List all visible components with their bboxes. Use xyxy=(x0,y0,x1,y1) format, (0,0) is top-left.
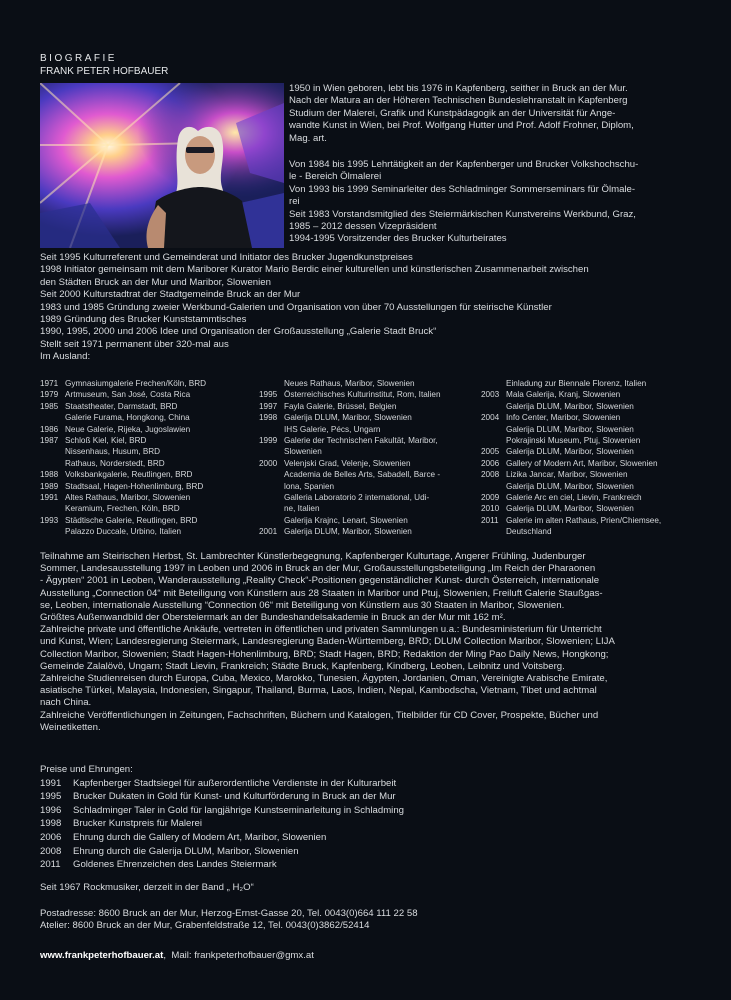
exhibition-year: 1995 xyxy=(259,390,278,400)
exhibition-year: 1988 xyxy=(40,470,59,480)
exhibition-text: Gallery of Modern Art, Maribor, Slowenien xyxy=(506,458,658,468)
exhibition-text: Galerie der Technischen Fakultät, Maribor, xyxy=(284,436,438,446)
exhibition-row xyxy=(40,503,255,514)
prize-row xyxy=(40,858,404,872)
prize-row xyxy=(40,804,404,818)
exhibition-year xyxy=(481,401,506,412)
participation-line: Collection Maribor, Slowenien; Stadt Hagen-Hohenlimburg, BRD; Stadt Hagen, BRD; Redaktion der Ming Pao Daily News, Hongkong; xyxy=(40,648,609,660)
exhibition-year xyxy=(259,424,284,435)
exhibition-row xyxy=(259,435,477,446)
exhibition-text: Österreichisches Kulturinstitut, Rom, Italien xyxy=(284,390,441,400)
exhibition-year: 2009 xyxy=(481,493,500,503)
exhibition-text: Galerija DLUM, Maribor, Slowenien xyxy=(284,527,412,537)
exhibition-year: 1993 xyxy=(40,515,59,525)
participation-line: asiatische Türkei, Malaysia, Indonesien, Singapur, Thailand, Burma, Laos, Indien, Nepal, Kambodscha, Vietnam, Tibet und achtmal xyxy=(40,685,597,697)
exhibition-year: 2006 xyxy=(481,458,500,468)
exhibition-column-2 xyxy=(259,378,477,538)
exhibition-row xyxy=(481,435,696,446)
address-block xyxy=(40,908,418,933)
exhibition-text: Staatstheater, Darmstadt, BRD xyxy=(65,401,178,411)
activity-full-line: 1990, 1995, 2000 und 2006 Idee und Organisation der Großausstellung „Galerie Stadt Bruck“ xyxy=(40,326,437,338)
activity-line: le - Bereich Ölmalerei xyxy=(289,171,382,183)
exhibition-year: 1991 xyxy=(40,493,59,503)
activity-line: Von 1984 bis 1995 Lehrtätigkeit an der Kapfenberger und Brucker Volkshochschu- xyxy=(289,159,639,170)
exhibition-row xyxy=(481,492,696,503)
bio-line: Nach der Matura an der Höheren Technischen Bundeslehranstalt in Kapfenberg xyxy=(289,95,628,107)
exhibition-year: 2001 xyxy=(259,527,278,537)
exhibition-text: Galerie Arc en ciel, Lievin, Frankreich xyxy=(506,493,642,503)
exhibition-year: 1986 xyxy=(40,424,59,434)
exhibition-text: Galerija DLUM, Maribor, Slowenien xyxy=(506,447,634,457)
website-link[interactable]: www.frankpeterhofbauer.at xyxy=(40,950,164,961)
activity-line: rei xyxy=(289,196,300,208)
postal-address: Postadresse: 8600 Bruck an der Mur, Herzog-Ernst-Gasse 20, Tel. 0043(0)664 111 22 58 xyxy=(40,908,418,919)
exhibition-row xyxy=(40,412,255,423)
exhibition-year xyxy=(40,526,65,537)
exhibition-text: Artmuseum, San José, Costa Rica xyxy=(65,390,191,400)
exhibition-row xyxy=(40,424,255,435)
prize-row xyxy=(40,790,404,804)
exhibition-year: 1985 xyxy=(40,401,59,411)
exhibition-text: Einladung zur Biennale Florenz, Italien xyxy=(506,379,647,388)
page-title: BIOGRAFIE xyxy=(40,53,117,64)
exhibition-text: Galerie im alten Rathaus, Prien/Chiemsee, xyxy=(506,515,662,525)
exhibition-text: Altes Rathaus, Maribor, Slowenien xyxy=(65,493,191,503)
exhibition-year xyxy=(481,526,506,537)
activity-full-line: 1998 Initiator gemeinsam mit dem Mariborer Kurator Mario Berdic einer kulturellen und künstlerischen Zusammenarbeit zwischen xyxy=(40,264,589,276)
exhibition-text: Galleria Laboratorio 2 international, Udi- xyxy=(284,493,430,503)
participation-line: Gemeinde Zalalövö, Ungarn; Stadt Lievin, Frankreich; Städte Bruck, Kapfenberg, Kindberg, Leoben, Leibnitz und Voitsberg. xyxy=(40,660,565,672)
exhibition-row xyxy=(259,526,477,537)
exhibition-year xyxy=(259,378,284,389)
participation-line: Sommer, Landesausstellung 1997 in Leoben und 2006 in Bruck an der Mur, Großausstellungsbeteiligung „Im Reich der Pharaonen xyxy=(40,563,596,575)
studio-address: Atelier: 8600 Bruck an der Mur, Grabenfeldstraße 12, Tel. 0043(0)3862/52414 xyxy=(40,920,370,932)
email-link[interactable]: Mail: frankpeterhofbauer@gmx.at xyxy=(171,950,314,961)
header xyxy=(40,52,168,78)
exhibition-year xyxy=(259,469,284,480)
exhibition-row xyxy=(259,412,477,423)
prize-year: 2006 xyxy=(40,831,62,843)
exhibition-row xyxy=(481,412,696,423)
bio-line: Studium der Malerei, Grafik und Kunstpädagogik an der Universität für Ange- xyxy=(289,107,616,119)
exhibition-row xyxy=(481,446,696,457)
exhibition-year: 2010 xyxy=(481,504,500,514)
exhibition-year xyxy=(40,412,65,423)
exhibition-year: 2000 xyxy=(259,458,278,468)
exhibition-row xyxy=(481,389,696,400)
participation-line: Teilnahme am Steirischen Herbst, St. Lambrechter Künstlerbegegnung, Kapfenberger Kulturtage, Angerer Frühling, Judenburger xyxy=(40,551,586,562)
participation-paragraph xyxy=(40,551,688,734)
exhibition-text: Galerija Krajnc, Lenart, Slowenien xyxy=(284,515,408,525)
activity-full-line: Seit 1995 Kulturreferent und Gemeinderat und Initiator des Brucker Jugendkunstpreises xyxy=(40,252,413,263)
prize-text: Ehrung durch die Galerija DLUM, Maribor, Slowenien xyxy=(73,845,299,857)
activity-line: Seit 1983 Vorstandsmitglied des Steiermärkischen Kunstvereins Werkbund, Graz, xyxy=(289,208,636,220)
exhibition-text: Galerija DLUM, Maribor, Slowenien xyxy=(506,401,634,411)
exhibition-row xyxy=(259,424,477,435)
exhibition-text: Keramium, Frechen, Köln, BRD xyxy=(65,504,180,514)
exhibition-row xyxy=(259,503,477,514)
exhibition-text: Info Center, Maribor, Slowenien xyxy=(506,413,621,423)
prize-year: 1998 xyxy=(40,818,62,830)
contact-line xyxy=(40,950,314,961)
activity-full-line: 1989 Gründung des Brucker Kunststammtisches xyxy=(40,314,247,326)
exhibition-column-3 xyxy=(481,378,696,538)
activity-paragraph xyxy=(289,159,689,246)
exhibition-year: 1971 xyxy=(40,379,59,388)
activity-full-line: Im Ausland: xyxy=(40,351,91,363)
exhibition-text: Gymnasiumgalerie Frechen/Köln, BRD xyxy=(65,379,207,388)
exhibition-text: Neues Rathaus, Maribor, Slowenien xyxy=(284,379,415,388)
prize-text: Kapfenberger Stadtsiegel für außerordentliche Verdienste in der Kulturarbeit xyxy=(73,777,397,789)
exhibition-text: Slowenien xyxy=(284,447,322,457)
exhibition-year xyxy=(259,481,284,492)
exhibition-row xyxy=(40,469,255,480)
activity-line: Von 1993 bis 1999 Seminarleiter des Schladminger Sommerseminars für Ölmale- xyxy=(289,183,636,195)
prize-row xyxy=(40,845,404,859)
exhibition-year xyxy=(259,515,284,526)
participation-line: Weinetiketten. xyxy=(40,721,101,733)
bio-line: Mag. art. xyxy=(289,132,327,144)
exhibition-text: Galerie Furama, Hongkong, China xyxy=(65,413,190,423)
prize-row xyxy=(40,831,404,845)
participation-line: - Ägypten“ 2001 in Leoben, Wanderausstellung „Reality Check“-Positionen gegenständlicher Kunst- durch Österreich, internationale xyxy=(40,575,600,587)
artist-portrait-photo xyxy=(40,83,284,248)
prize-text: Goldenes Ehrenzeichen des Landes Steiermark xyxy=(73,859,277,871)
exhibition-row xyxy=(40,378,255,389)
exhibition-row xyxy=(481,401,696,412)
prize-year: 2011 xyxy=(40,859,61,871)
participation-line: Zahlreiche Veröffentlichungen in Zeitungen, Fachschriften, Büchern und Katalogen, Titelbilder für CD Cover, Prospekte, Bücher und xyxy=(40,709,599,721)
exhibition-text: Velenjski Grad, Velenje, Slowenien xyxy=(284,458,411,468)
participation-line: Zahlreiche Studienreisen durch Europa, Cuba, Mexico, Marokko, Tunesien, Ägypten, Jordanien, Oman, Vereinigte Arabische Emirate, xyxy=(40,673,608,685)
exhibition-row xyxy=(259,481,477,492)
exhibition-text: Galerija DLUM, Maribor, Slowenien xyxy=(284,413,412,423)
activity-full-line: den Städten Bruck an der Mur und Maribor, Slowenien xyxy=(40,276,271,288)
exhibition-row xyxy=(481,481,696,492)
exhibition-row xyxy=(481,469,696,480)
exhibition-row xyxy=(481,378,696,389)
band-note: Seit 1967 Rockmusiker, derzeit in der Band „ H₂O“ xyxy=(40,882,254,893)
exhibition-text: Fayla Galerie, Brüssel, Belgien xyxy=(284,401,397,411)
exhibition-row xyxy=(481,515,696,526)
exhibition-row xyxy=(481,503,696,514)
exhibition-year: 1998 xyxy=(259,413,278,423)
contact-separator: , xyxy=(163,950,166,961)
exhibition-year: 1987 xyxy=(40,436,59,446)
exhibition-row xyxy=(40,389,255,400)
exhibition-row xyxy=(259,389,477,400)
exhibition-text: Academia de Belles Arts, Sabadell, Barce - xyxy=(284,470,441,480)
activity-line: 1985 – 2012 dessen Vizepräsident xyxy=(289,221,437,233)
prize-row xyxy=(40,777,404,791)
exhibition-row xyxy=(40,481,255,492)
exhibition-text: Rathaus, Norderstedt, BRD xyxy=(65,458,165,468)
exhibition-year xyxy=(259,492,284,503)
exhibition-row xyxy=(259,401,477,412)
exhibition-text: Galerija DLUM, Maribor, Slowenien xyxy=(506,504,634,514)
participation-line: Größtes Außenwandbild der Obersteiermark an der Bundeshandelsakademie in Bruck an der Mur mit 162 m². xyxy=(40,612,506,624)
exhibition-row xyxy=(259,492,477,503)
exhibition-year: 1989 xyxy=(40,481,59,491)
exhibition-row xyxy=(259,515,477,526)
exhibition-text: Nissenhaus, Husum, BRD xyxy=(65,447,161,457)
exhibition-row xyxy=(481,424,696,435)
prize-year: 1996 xyxy=(40,804,62,816)
exhibition-text: Palazzo Duccale, Urbino, Italien xyxy=(65,527,182,537)
exhibition-year xyxy=(259,503,284,514)
activity-full-paragraph xyxy=(40,252,690,364)
exhibition-year: 1979 xyxy=(40,390,59,400)
activity-full-line: Seit 2000 Kulturstadtrat der Stadtgemeinde Bruck an der Mur xyxy=(40,289,301,301)
exhibition-row xyxy=(259,458,477,469)
prize-text: Ehrung durch die Gallery of Modern Art, Maribor, Slowenien xyxy=(73,831,327,843)
activity-line: 1994-1995 Vorsitzender des Brucker Kulturbeirates xyxy=(289,233,507,245)
bio-line: 1950 in Wien geboren, lebt bis 1976 in Kapfenberg, seither in Bruck an der Mur. xyxy=(289,83,628,94)
activity-full-line: 1983 und 1985 Gründung zweier Werkbund-Galerien und Organisation von über 70 Ausstellungen für steirische Künstler xyxy=(40,301,552,313)
prize-text: Schladminger Taler in Gold für langjährige Kunstseminarleitung in Schladming xyxy=(73,804,404,816)
participation-line: Zahlreiche private und öffentliche Ankäufe, vertreten in öffentlichen und privaten Sammlungen u.a.: Bundesministerium für Unterricht xyxy=(40,624,602,636)
bio-line: wandte Kunst in Wien, bei Prof. Wolfgang Hutter und Prof. Adolf Frohner, Diplom, xyxy=(289,120,634,132)
exhibition-row xyxy=(40,526,255,537)
exhibition-row xyxy=(481,458,696,469)
exhibition-year: 1999 xyxy=(259,436,278,446)
exhibition-row xyxy=(259,378,477,389)
exhibition-row xyxy=(40,435,255,446)
exhibition-row xyxy=(40,446,255,457)
prize-text: Brucker Dukaten in Gold für Kunst- und Kulturförderung in Bruck an der Mur xyxy=(73,791,396,803)
artist-name: FRANK PETER HOFBAUER xyxy=(40,66,169,77)
exhibition-row xyxy=(259,446,477,457)
exhibition-text: Städtische Galerie, Reutlingen, BRD xyxy=(65,515,198,525)
exhibition-text: Volksbankgalerie, Reutlingen, BRD xyxy=(65,470,193,480)
exhibition-row xyxy=(40,515,255,526)
exhibition-row xyxy=(40,401,255,412)
exhibition-year xyxy=(481,481,506,492)
exhibition-year xyxy=(40,503,65,514)
exhibition-column-1 xyxy=(40,378,255,538)
exhibition-text: Schloß Kiel, Kiel, BRD xyxy=(65,436,147,446)
exhibition-text: Neue Galerie, Rijeka, Jugoslawien xyxy=(65,424,191,434)
exhibition-year xyxy=(481,378,506,389)
exhibition-text: IHS Galerie, Pécs, Ungarn xyxy=(284,424,381,434)
exhibition-row xyxy=(259,469,477,480)
exhibition-year xyxy=(481,424,506,435)
exhibition-year: 2008 xyxy=(481,470,500,480)
exhibition-text: Galerija DLUM, Maribor, Slowenien xyxy=(506,481,634,491)
prizes-section xyxy=(40,763,404,872)
exhibition-year: 2005 xyxy=(481,447,500,457)
exhibition-year xyxy=(40,458,65,469)
exhibition-row xyxy=(40,458,255,469)
exhibition-year: 2011 xyxy=(481,515,499,525)
exhibition-row xyxy=(481,526,696,537)
portrait-illustration xyxy=(40,83,284,248)
prize-year: 1991 xyxy=(40,777,62,789)
prize-year: 2008 xyxy=(40,845,62,857)
prizes-heading: Preise und Ehrungen: xyxy=(40,764,133,775)
prize-text: Brucker Kunstpreis für Malerei xyxy=(73,818,203,830)
participation-line: Ausstellung „Connection 04“ mit Beteiligung von Künstlern aus 28 Staaten in Maribor und Ptuj, Slowenien, Freiluft Galerie Staußgas- xyxy=(40,587,603,599)
exhibition-text: Lizika Jancar, Maribor, Slowenien xyxy=(506,470,628,480)
exhibition-text: Galerija DLUM, Maribor, Slowenien xyxy=(506,424,634,434)
exhibition-text: Pokrajinski Museum, Ptuj, Slowenien xyxy=(506,436,641,446)
exhibition-year: 2004 xyxy=(481,413,500,423)
participation-line: se, Leoben, internationale Ausstellung “Connection 06“ mit Beteiligung von Künstlern aus 30 Staaten in Maribor, Slowenien. xyxy=(40,599,565,611)
exhibition-text: ne, Italien xyxy=(284,504,320,514)
exhibition-text: Mala Galerija, Kranj, Slowenien xyxy=(506,390,621,400)
exhibition-text: Deutschland xyxy=(506,527,552,537)
activity-full-line: Stellt seit 1971 permanent über 320-mal aus xyxy=(40,338,229,350)
exhibition-year xyxy=(40,446,65,457)
exhibition-year: 2003 xyxy=(481,390,500,400)
prize-year: 1995 xyxy=(40,791,62,803)
exhibition-row xyxy=(40,492,255,503)
bio-paragraph xyxy=(289,83,689,145)
exhibition-year: 1997 xyxy=(259,401,278,411)
exhibition-text: Stadtsaal, Hagen-Hohenlimburg, BRD xyxy=(65,481,204,491)
exhibition-year xyxy=(259,446,284,457)
participation-line: nach China. xyxy=(40,697,92,709)
exhibition-year xyxy=(481,435,506,446)
prize-row xyxy=(40,817,404,831)
exhibition-text: lona, Spanien xyxy=(284,481,335,491)
participation-line: und Kunst, Wien; Landesregierung Steiermark, Landesregierung Baden-Württemberg, BRD; DLUM Collection Maribor, Slowenien; LIJA xyxy=(40,636,615,648)
